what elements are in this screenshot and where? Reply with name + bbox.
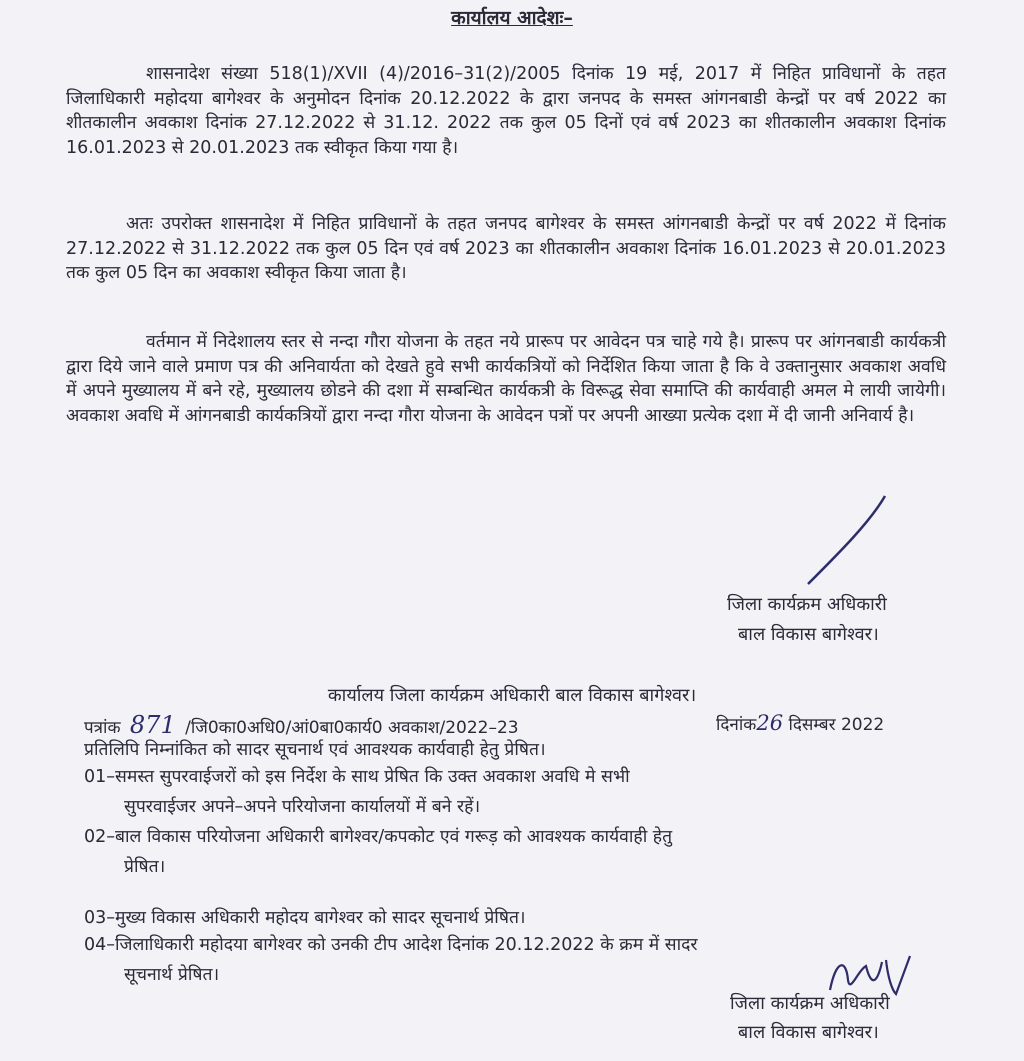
copy-item [84, 822, 954, 882]
copy-item-line1: 01–समस्त सुपरवाईजरों को इस निर्देश के साथ प्रेषित कि उक्त अवकाश अवधि मे सभी [84, 767, 630, 787]
ref-number: 871 [129, 711, 176, 739]
copy-item-line2: सुपरवाईजर अपने–अपने परियोजना कार्यालयों में बने रहें। [124, 797, 481, 817]
reference-line [84, 711, 519, 739]
signature-1 [800, 492, 890, 592]
order-paragraph-2: अतः उपरोक्त शासनादेश में निहित प्राविधानों के तहत जनपद बागेश्वर के समस्त आंगनबाडी केन्द्रों पर वर्ष 2022 में दिनांक 27.12.2022 से 31.12.2022 तक कुल 05 दिन एवं वर्ष 2023 का शीतकालीन अवकाश दिनांक 16.01.2023 से 20.01.2023 तक कुल 05 दिन का अवकाश स्वीकृत किया जाता है। [66, 214, 946, 283]
copy-item-line1: 03–मुख्य विकास अधिकारी महोदय बागेश्वर को सादर सूचनार्थ प्रेषित। [84, 908, 526, 928]
order-paragraph-3: वर्तमान में निदेशालय स्तर से नन्दा गौरा योजना के तहत नये प्रारूप पर आवेदन पत्र चाहे गये है। प्रारूप पर आंगनबाडी कार्यकत्री द्वारा दिये जाने वाले प्रमाण पत्र की अनिवार्यता को देखते हुवे सभी कार्यकत्रियों को निर्देशित किया जाता है कि वे उक्तानुसार अवकाश अवधि में अपने मुख्यालय में बने रहे, मुख्यालय छोडने की दशा में सम्बन्धित कार्यकत्री के विरूद्ध सेवा समाप्ति की कार्यवाही अमल मे लायी जायेगी। अवकाश अवधि में आंगनबाडी कार्यकत्रियों द्वारा नन्दा गौरा योजना के आवेदन पत्रों पर अपनी आख्या प्रत्येक दशा में दी जानी अनिवार्य है। [66, 332, 946, 426]
order-paragraph-1: शासनादेश संख्या 518(1)/XVII (4)/2016–31(2)/2005 दिनांक 19 मई, 2017 में निहित प्राविधानों के तहत जिलाधिकारी महोदया बागेश्वर के अनुमोदन दिनांक 20.12.2022 के द्वारा जनपद के समस्त आंगनबाडी केन्द्रों पर वर्ष 2022 का शीतकालीन अवकाश दिनांक 27.12.2022 से 31.12. 2022 तक कुल 05 दिनों एवं वर्ष 2023 का शीतकालीन अवकाश दिनांक 16.01.2023 से 20.01.2023 तक स्वीकृत किया गया है। [66, 64, 946, 158]
ref-code: /जि0का0अधि0/आं0बा0कार्य0 अवकाश/2022–23 [185, 718, 519, 738]
ref-label: पत्रांक [84, 718, 121, 738]
endorsement-signatory-title: जिला कार्यक्रम अधिकारी [730, 993, 890, 1014]
order-heading: कार्यालय आदेशः– [451, 7, 573, 29]
endorsement-office: कार्यालय जिला कार्यक्रम अधिकारी बाल विकास बागेश्वर। [327, 685, 697, 706]
order-signatory-office: बाल विकास बागेश्वर। [738, 624, 879, 645]
date-day: 26 [756, 711, 784, 735]
reference-date [716, 711, 884, 735]
copy-item-line2: सूचनार्थ प्रेषित। [124, 965, 220, 985]
copy-item-line2: प्रेषित। [124, 857, 166, 877]
date-rest: दिसम्बर 2022 [788, 715, 885, 735]
copy-item [84, 903, 954, 933]
copy-item [84, 762, 954, 822]
order-signatory-title: जिला कार्यक्रम अधिकारी [727, 594, 887, 615]
copy-intro: प्रतिलिपि निम्नांकित को सादर सूचनार्थ एवं आवश्यक कार्यवाही हेतु प्रेषित। [84, 740, 546, 760]
copy-item-line1: 02–बाल विकास परियोजना अधिकारी बागेश्वर/कपकोट एवं गरूड़ को आवश्यक कार्यवाही हेतु [84, 827, 673, 847]
endorsement-signatory-office: बाल विकास बागेश्वर। [738, 1022, 879, 1043]
date-label: दिनांक [716, 715, 757, 735]
copy-item-line1: 04–जिलाधिकारी महोदया बागेश्वर को उनकी टीप आदेश दिनांक 20.12.2022 के क्रम में सादर [84, 935, 698, 955]
